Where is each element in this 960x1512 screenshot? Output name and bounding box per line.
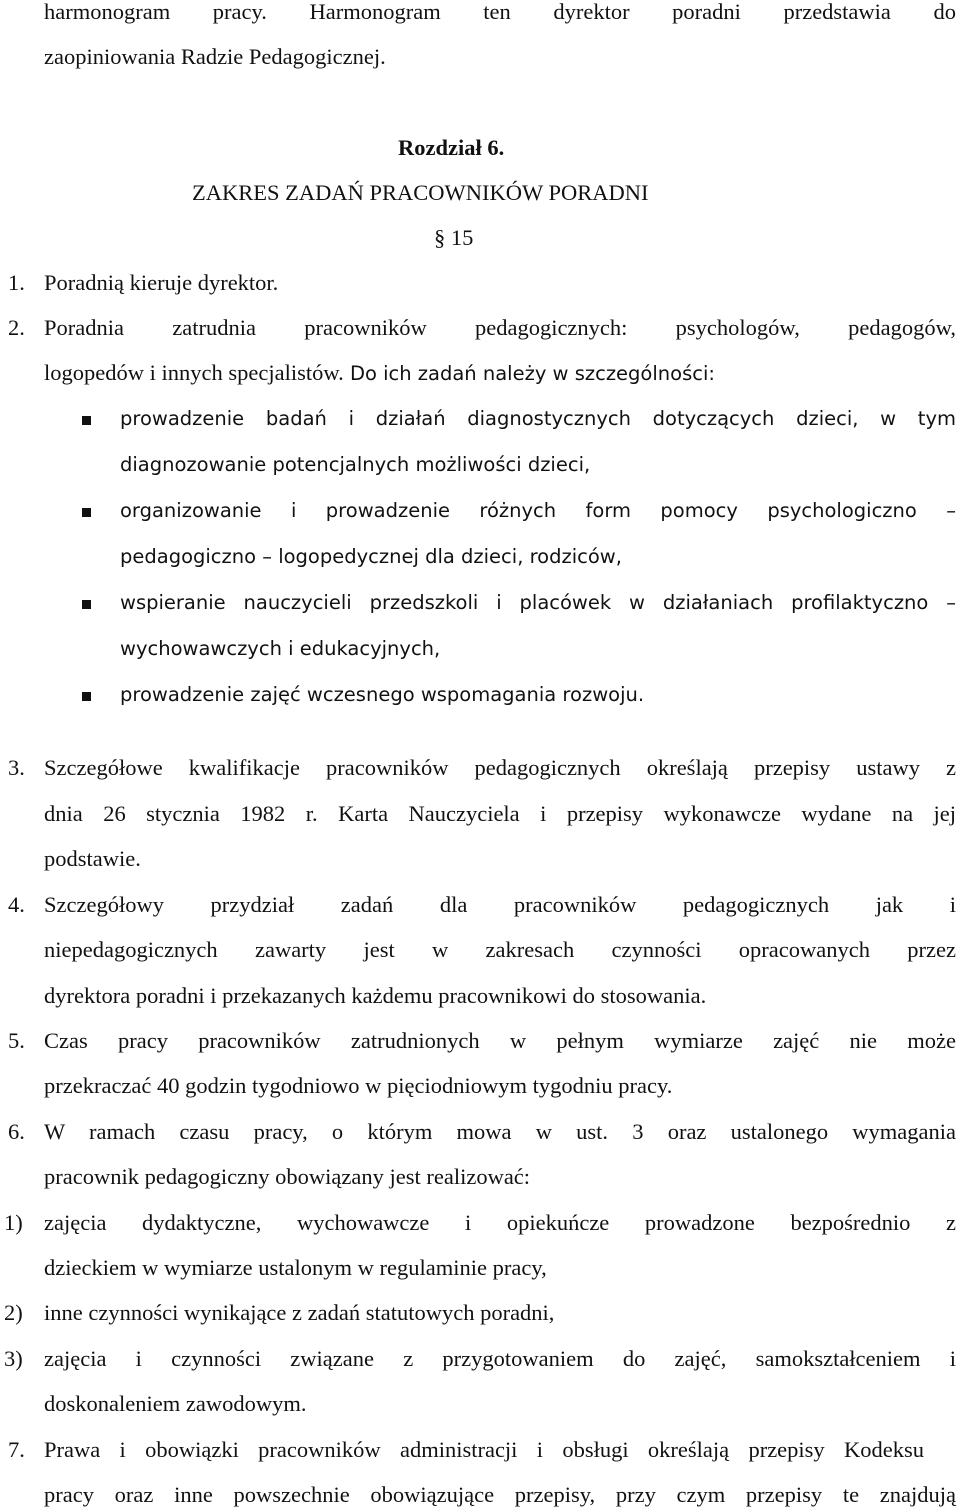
text-line: pracownik pedagogiczny obowiązany jest realizować: (44, 1164, 531, 1189)
text-line: przekraczać 40 godzin tygodniowo w pięciodniowym tygodniu pracy. (44, 1073, 673, 1098)
text-line: dzieckiem w wymiarze ustalonym w regulaminie pracy, (44, 1255, 547, 1280)
list-item: 5. Czas pracy pracowników zatrudnionych w pełnym wymiarze zajęć nie może (8, 1028, 956, 1053)
bullet-icon (82, 416, 91, 425)
bullet-item: organizowanie i prowadzenie różnych form pomocy psychologiczno – (0, 496, 960, 526)
text-line: diagnozowanie potencjalnych możliwości dzieci, (120, 453, 591, 476)
bullet-icon (82, 692, 91, 701)
chapter-title: Rozdział 6. (398, 135, 505, 160)
bullet-icon (82, 600, 91, 609)
list-item: 4. Szczegółowy przydział zadań dla pracowników pedagogicznych jak i (8, 892, 956, 917)
bullet-item: prowadzenie badań i działań diagnostycznych dotyczących dzieci, w tym (0, 404, 960, 434)
text-line: wychowawczych i edukacyjnych, (120, 637, 441, 660)
text-line: niepedagogicznych zawarty jest w zakresach czynności opracowanych przez (44, 937, 956, 962)
text-line: podstawie. (44, 846, 141, 871)
bullet-item: prowadzenie zajęć wczesnego wspomagania rozwoju. (0, 680, 960, 710)
list-item: 1. Poradnią kieruje dyrektor. (8, 270, 279, 295)
sub-item: 2) inne czynności wynikające z zadań statutowych poradni, (4, 1300, 555, 1325)
bullet-item: wspieranie nauczycieli przedszkoli i placówek w działaniach profilaktyczno – (0, 588, 960, 618)
sub-item: 1) zajęcia dydaktyczne, wychowawcze i opiekuńcze prowadzone bezpośrednio z (4, 1210, 956, 1235)
text-line: zaopiniowania Radzie Pedagogicznej. (44, 44, 386, 69)
list-item: 2. Poradnia zatrudnia pracowników pedagogicznych: psychologów, pedagogów, (8, 315, 956, 340)
list-item: 3. Szczegółowe kwalifikacje pracowników pedagogicznych określają przepisy ustawy z (8, 755, 956, 780)
text-line: logopedów i innych specjalistów. Do ich zadań należy w szczególności: (44, 360, 715, 385)
list-item: 6. W ramach czasu pracy, o którym mowa w ust. 3 oraz ustalonego wymagania (8, 1119, 956, 1144)
sub-item: 3) zajęcia i czynności związane z przygotowaniem do zajęć, samokształceniem i (4, 1346, 956, 1371)
text-line: harmonogram pracy. Harmonogram ten dyrektor poradni przedstawia do (44, 0, 956, 24)
text-line: pedagogiczno – logopedycznej dla dzieci, rodziców, (120, 545, 622, 568)
bullet-icon (82, 508, 91, 517)
chapter-subtitle: ZAKRES ZADAŃ PRACOWNIKÓW PORADNI (192, 180, 649, 205)
text-line: dyrektora poradni i przekazanych każdemu pracownikowi do stosowania. (44, 983, 707, 1008)
text-line: dnia 26 stycznia 1982 r. Karta Nauczyciela i przepisy wykonawcze wydane na jej (44, 801, 956, 826)
list-item: 7. Prawa i obowiązki pracowników administracji i obsługi określają przepisy Kodeksu (8, 1437, 924, 1462)
text-line: doskonaleniem zawodowym. (44, 1391, 307, 1416)
section-number: § 15 (434, 225, 474, 250)
text-line: pracy oraz inne powszechnie obowiązujące przepisy, przy czym przepisy te znajdują (44, 1482, 956, 1507)
